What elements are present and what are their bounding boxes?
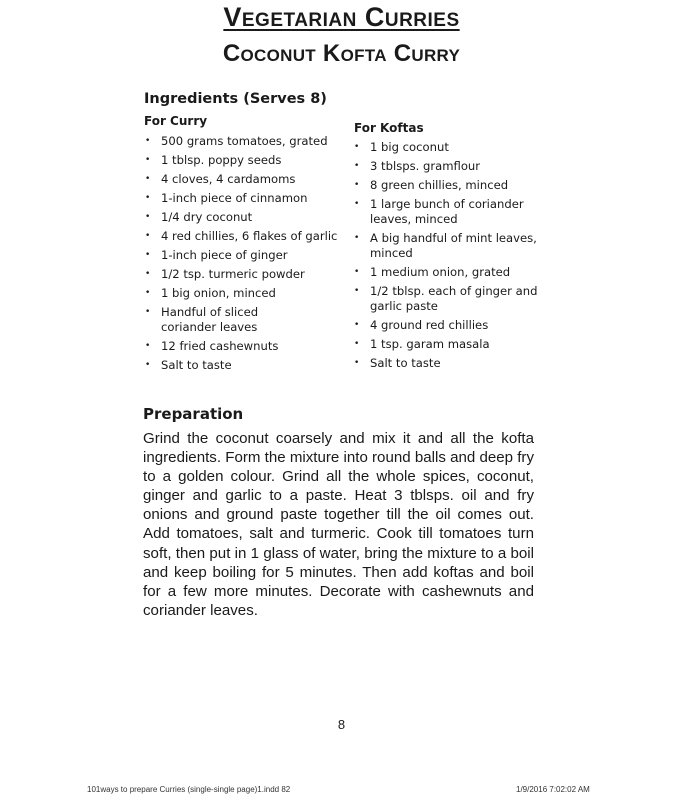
list-item: • Salt to taste (145, 358, 345, 373)
curry-ingredient-list (145, 134, 345, 377)
list-item: • Handful of sliced coriander leaves (145, 305, 310, 335)
list-item: • 1/2 tsp. turmeric powder (145, 267, 345, 282)
list-item: • 4 ground red chillies (354, 318, 546, 333)
list-item: • 4 red chillies, 6 flakes of garlic (145, 229, 345, 244)
chapter-title: Vegetarian Curries (223, 2, 460, 32)
list-item: • 1-inch piece of ginger (145, 248, 345, 263)
list-item: • 12 fried cashewnuts (145, 339, 345, 354)
list-item: • 1/4 dry coconut (145, 210, 345, 225)
list-item: • 1 medium onion, grated (354, 265, 546, 280)
list-item: • 8 green chillies, minced (354, 178, 546, 193)
list-item: • A big handful of mint leaves, minced (354, 231, 546, 261)
footer-timestamp: 1/9/2016 7:02:02 AM (516, 785, 590, 794)
list-item: • 1-inch piece of cinnamon (145, 191, 345, 206)
curry-subheading: For Curry (144, 114, 208, 128)
list-item: • 1 big coconut (354, 140, 546, 155)
recipe-title: Coconut Kofta Curry (222, 40, 461, 67)
preparation-heading: Preparation (143, 405, 244, 423)
list-item: • 1 large bunch of coriander leaves, minced (354, 197, 546, 227)
ingredients-heading: Ingredients (Serves 8) (144, 91, 327, 107)
page-number: 8 (337, 717, 346, 732)
footer-filename: 101ways to prepare Curries (single-single page)1.indd 82 (87, 785, 291, 794)
koftas-subheading: For Koftas (354, 121, 424, 135)
list-item: • Salt to taste (354, 356, 546, 371)
list-item: • 1 tsp. garam masala (354, 337, 546, 352)
list-item: • 3 tblsps. gramflour (354, 159, 546, 174)
list-item: • 4 cloves, 4 cardamoms (145, 172, 345, 187)
preparation-text: Grind the coconut coarsely and mix it and all the kofta ingredients. Form the mixture into round balls and deep fry to a golden colour. Grind all the whole spices, coconut, ginger and garlic to a paste. Heat 3 tblsps. oil and fry onions and ground paste together till the oil comes out. Add tomatoes, salt and turmeric. Cook till tomatoes turn soft, then put in 1 glass of water, bring the mixture to a boil and keep boiling for 5 minutes. Then add koftas and boil for a few more minutes. Decorate with cashewnuts and coriander leaves. (143, 430, 534, 619)
list-item: • 1 big onion, minced (145, 286, 345, 301)
list-item: • 500 grams tomatoes, grated (145, 134, 345, 149)
list-item: • 1 tblsp. poppy seeds (145, 153, 345, 168)
list-item: • 1/2 tblsp. each of ginger and garlic paste (354, 284, 546, 314)
koftas-ingredient-list (354, 140, 546, 375)
